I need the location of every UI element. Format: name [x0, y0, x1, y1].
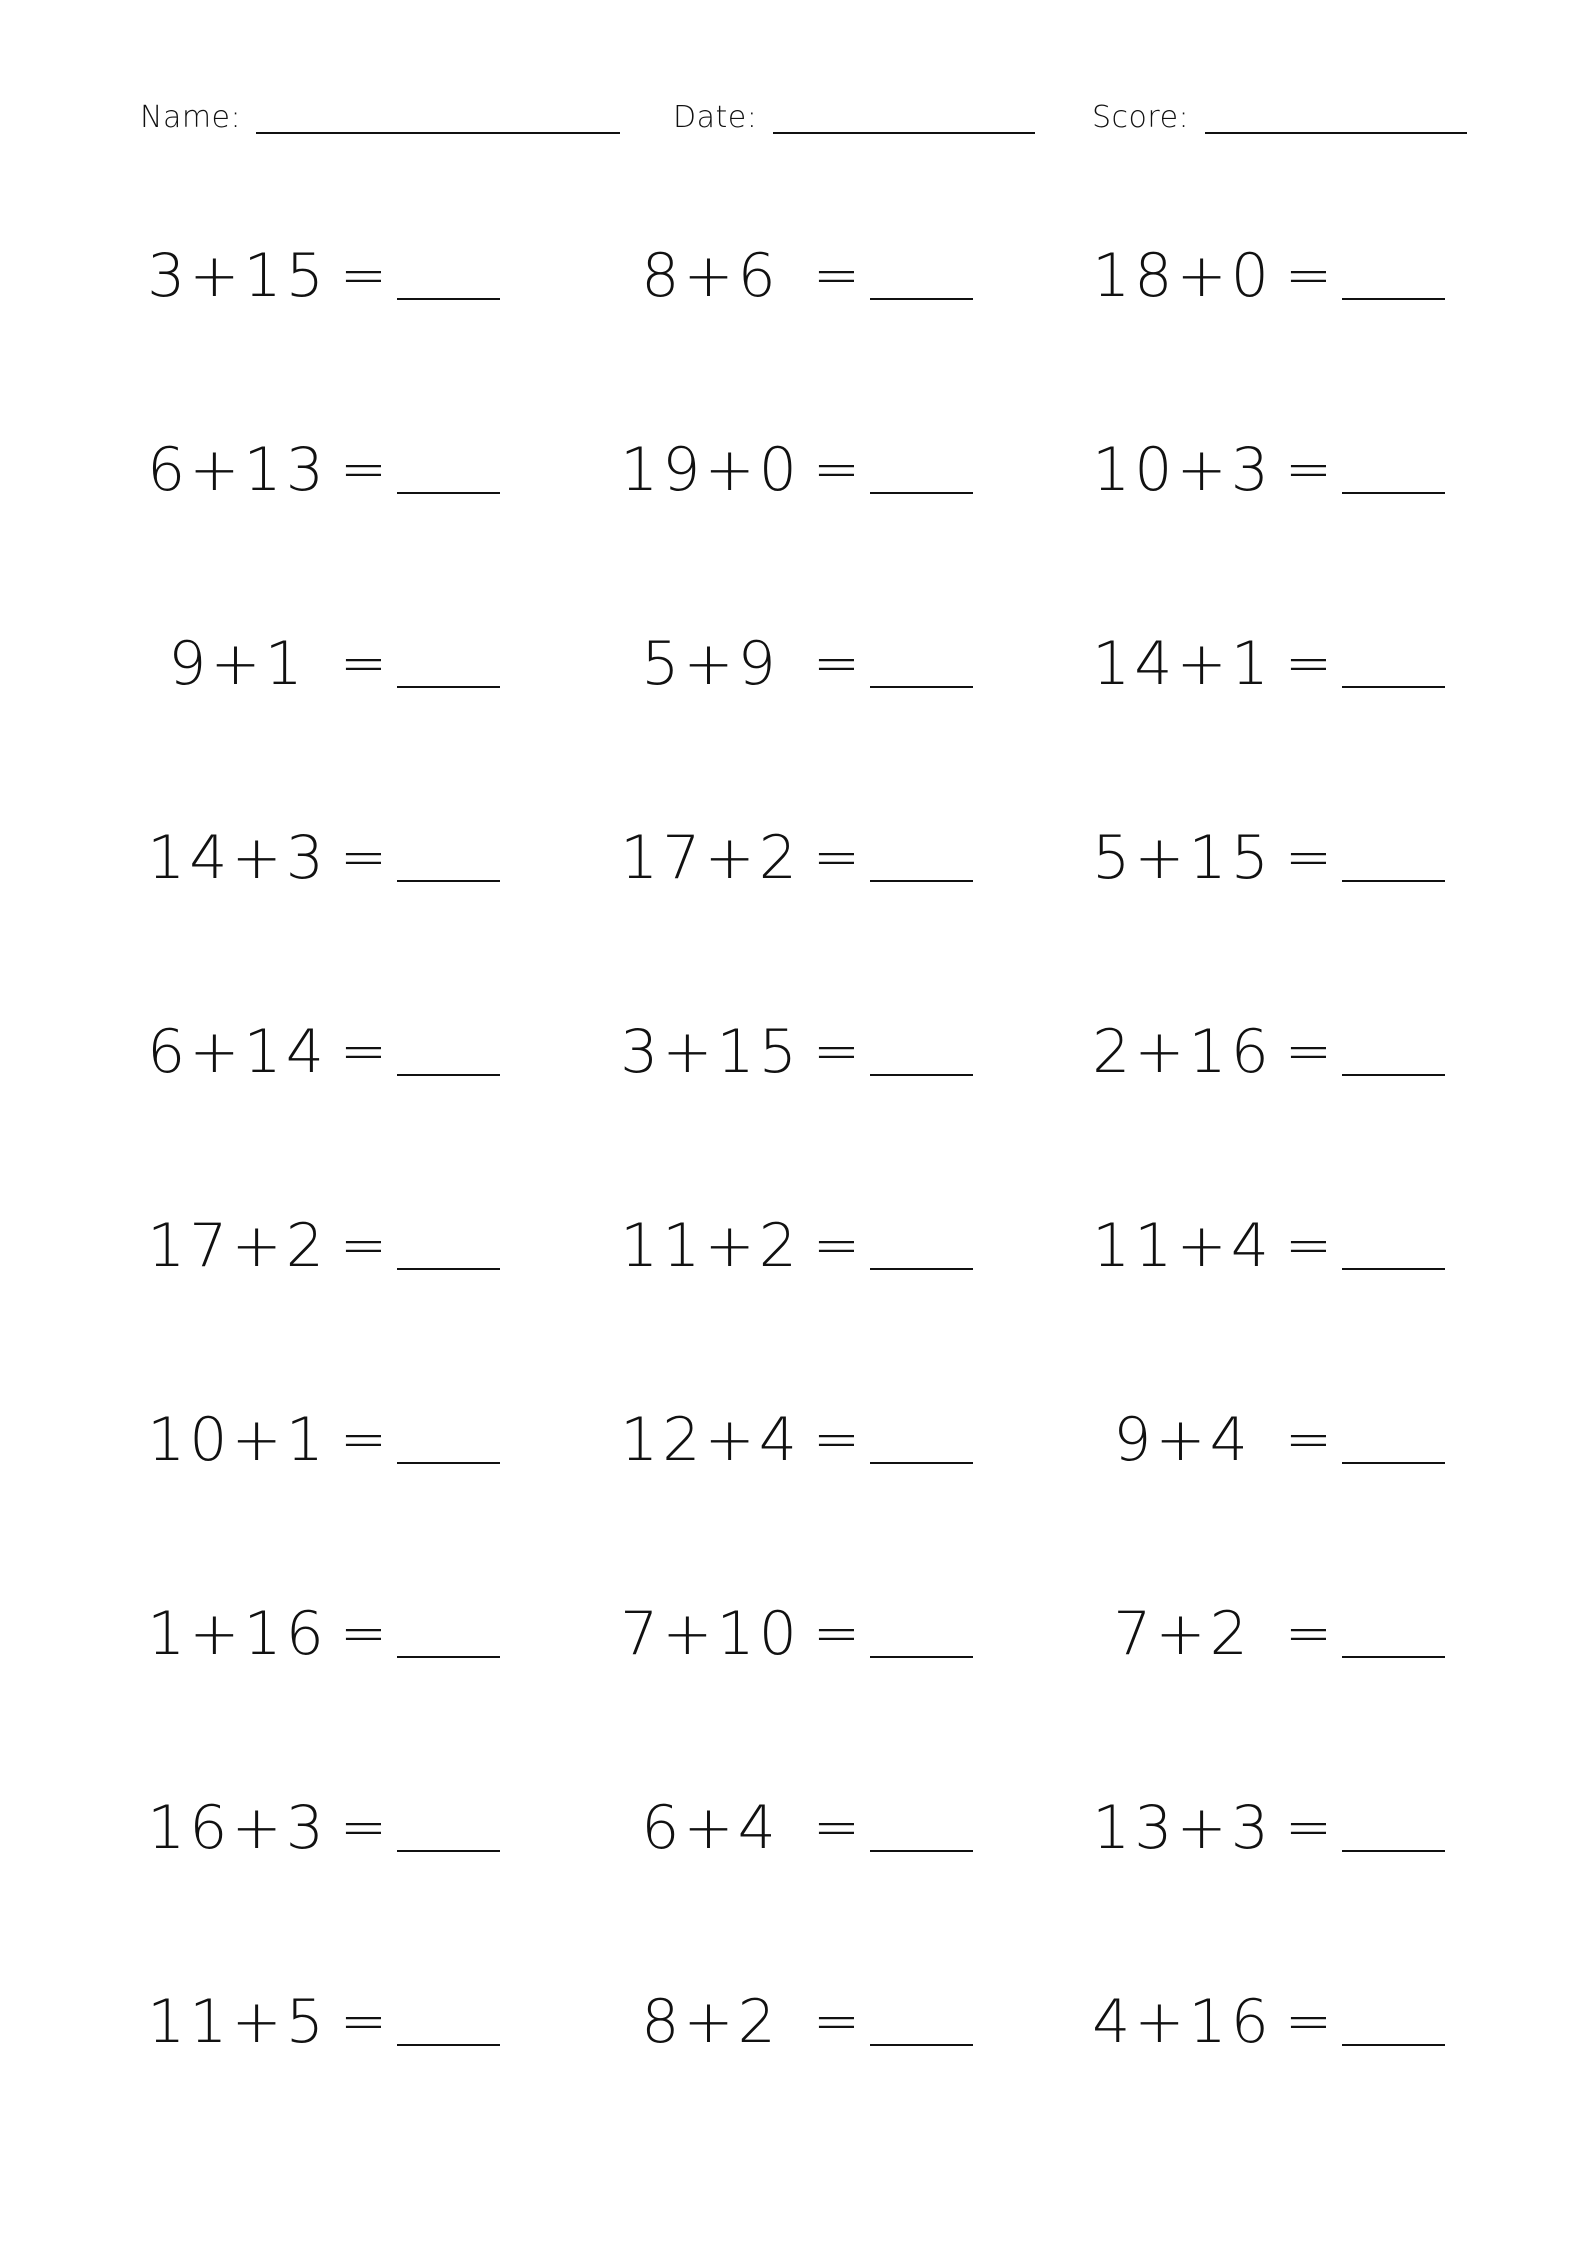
problem-expression: 7+2	[1113, 1599, 1252, 1669]
problem-item	[1085, 1400, 1455, 1480]
equals-sign: =	[813, 1213, 860, 1278]
problem-expression: 12+4	[620, 1405, 801, 1475]
date-label: Date:	[673, 100, 758, 135]
problem-item	[1085, 624, 1455, 704]
problem-item	[613, 624, 983, 704]
problem-expression: 14+1	[1092, 629, 1273, 699]
problem-expression: 8+2	[641, 1987, 780, 2057]
name-label: Name:	[140, 100, 242, 135]
equals-sign: =	[1285, 1407, 1332, 1472]
equals-sign: =	[1285, 1601, 1332, 1666]
equals-sign: =	[813, 1601, 860, 1666]
problem-expression: 9+4	[1113, 1405, 1252, 1475]
problem-item	[140, 818, 510, 898]
equals-sign: =	[340, 1407, 387, 1472]
problem-expression: 11+5	[147, 1987, 328, 2057]
answer-blank-line[interactable]	[397, 880, 500, 882]
equals-sign: =	[340, 1795, 387, 1860]
problem-expression: 19+0	[620, 435, 801, 505]
problem-expression: 14+3	[147, 823, 328, 893]
problem-item	[613, 1982, 983, 2062]
problem-expression: 2+16	[1092, 1017, 1273, 1087]
answer-blank-line[interactable]	[1342, 1268, 1445, 1270]
problem-item	[613, 1012, 983, 1092]
problem-item	[140, 1206, 510, 1286]
answer-blank-line[interactable]	[870, 2044, 973, 2046]
problem-item	[613, 1400, 983, 1480]
answer-blank-line[interactable]	[870, 880, 973, 882]
problem-item	[140, 1012, 510, 1092]
score-label: Score:	[1092, 100, 1190, 135]
answer-blank-line[interactable]	[397, 1656, 500, 1658]
problem-expression: 6+14	[147, 1017, 328, 1087]
problem-expression: 3+15	[147, 241, 328, 311]
answer-blank-line[interactable]	[870, 1074, 973, 1076]
answer-blank-line[interactable]	[1342, 1462, 1445, 1464]
problem-expression: 16+3	[147, 1793, 328, 1863]
problem-item	[1085, 236, 1455, 316]
answer-blank-line[interactable]	[1342, 298, 1445, 300]
answer-blank-line[interactable]	[397, 1074, 500, 1076]
answer-blank-line[interactable]	[870, 686, 973, 688]
problem-expression: 13+3	[1092, 1793, 1273, 1863]
problem-item	[613, 818, 983, 898]
problem-item	[140, 1982, 510, 2062]
answer-blank-line[interactable]	[397, 298, 500, 300]
answer-blank-line[interactable]	[870, 1850, 973, 1852]
problem-item	[140, 1788, 510, 1868]
answer-blank-line[interactable]	[1342, 1074, 1445, 1076]
problem-item	[140, 1400, 510, 1480]
answer-blank-line[interactable]	[1342, 492, 1445, 494]
equals-sign: =	[813, 1795, 860, 1860]
answer-blank-line[interactable]	[1342, 1850, 1445, 1852]
equals-sign: =	[340, 1019, 387, 1084]
equals-sign: =	[1285, 825, 1332, 890]
answer-blank-line[interactable]	[397, 686, 500, 688]
answer-blank-line[interactable]	[1342, 686, 1445, 688]
equals-sign: =	[1285, 1989, 1332, 2054]
problem-expression: 3+15	[620, 1017, 801, 1087]
problem-expression: 1+16	[147, 1599, 328, 1669]
problem-item	[613, 236, 983, 316]
problem-item	[613, 1206, 983, 1286]
problem-expression: 10+1	[147, 1405, 328, 1475]
answer-blank-line[interactable]	[397, 1268, 500, 1270]
problem-item	[140, 1594, 510, 1674]
equals-sign: =	[1285, 1795, 1332, 1860]
problem-expression: 17+2	[147, 1211, 328, 1281]
problem-item	[1085, 1206, 1455, 1286]
answer-blank-line[interactable]	[1342, 880, 1445, 882]
equals-sign: =	[813, 631, 860, 696]
problem-item	[1085, 430, 1455, 510]
problem-expression: 5+15	[1092, 823, 1273, 893]
answer-blank-line[interactable]	[397, 1462, 500, 1464]
problem-item	[1085, 1012, 1455, 1092]
equals-sign: =	[813, 243, 860, 308]
problem-expression: 17+2	[620, 823, 801, 893]
problem-expression: 7+10	[620, 1599, 801, 1669]
answer-blank-line[interactable]	[1342, 1656, 1445, 1658]
answer-blank-line[interactable]	[397, 492, 500, 494]
equals-sign: =	[1285, 1213, 1332, 1278]
problem-expression: 10+3	[1092, 435, 1273, 505]
problem-expression: 6+4	[641, 1793, 780, 1863]
answer-blank-line[interactable]	[397, 1850, 500, 1852]
problem-item	[613, 430, 983, 510]
answer-blank-line[interactable]	[870, 1462, 973, 1464]
equals-sign: =	[340, 825, 387, 890]
answer-blank-line[interactable]	[397, 2044, 500, 2046]
problem-item	[1085, 1982, 1455, 2062]
problem-expression: 8+6	[641, 241, 780, 311]
problem-item	[140, 624, 510, 704]
equals-sign: =	[340, 1989, 387, 2054]
problem-item	[613, 1594, 983, 1674]
equals-sign: =	[813, 1407, 860, 1472]
problem-item	[613, 1788, 983, 1868]
equals-sign: =	[813, 825, 860, 890]
equals-sign: =	[340, 437, 387, 502]
equals-sign: =	[1285, 437, 1332, 502]
problem-expression: 11+2	[620, 1211, 801, 1281]
answer-blank-line[interactable]	[1342, 2044, 1445, 2046]
equals-sign: =	[1285, 1019, 1332, 1084]
equals-sign: =	[1285, 243, 1332, 308]
equals-sign: =	[340, 1601, 387, 1666]
equals-sign: =	[340, 243, 387, 308]
problem-item	[140, 236, 510, 316]
answer-blank-line[interactable]	[870, 492, 973, 494]
problem-item	[140, 430, 510, 510]
problem-item	[1085, 1788, 1455, 1868]
equals-sign: =	[813, 1989, 860, 2054]
answer-blank-line[interactable]	[870, 298, 973, 300]
equals-sign: =	[340, 631, 387, 696]
problem-expression: 6+13	[147, 435, 328, 505]
problem-item	[1085, 818, 1455, 898]
equals-sign: =	[813, 1019, 860, 1084]
problem-expression: 18+0	[1092, 241, 1273, 311]
problem-expression: 4+16	[1092, 1987, 1273, 2057]
problem-expression: 9+1	[168, 629, 307, 699]
equals-sign: =	[340, 1213, 387, 1278]
answer-blank-line[interactable]	[870, 1268, 973, 1270]
answer-blank-line[interactable]	[870, 1656, 973, 1658]
problem-item	[1085, 1594, 1455, 1674]
problem-expression: 11+4	[1092, 1211, 1273, 1281]
equals-sign: =	[1285, 631, 1332, 696]
equals-sign: =	[813, 437, 860, 502]
problem-expression: 5+9	[641, 629, 780, 699]
